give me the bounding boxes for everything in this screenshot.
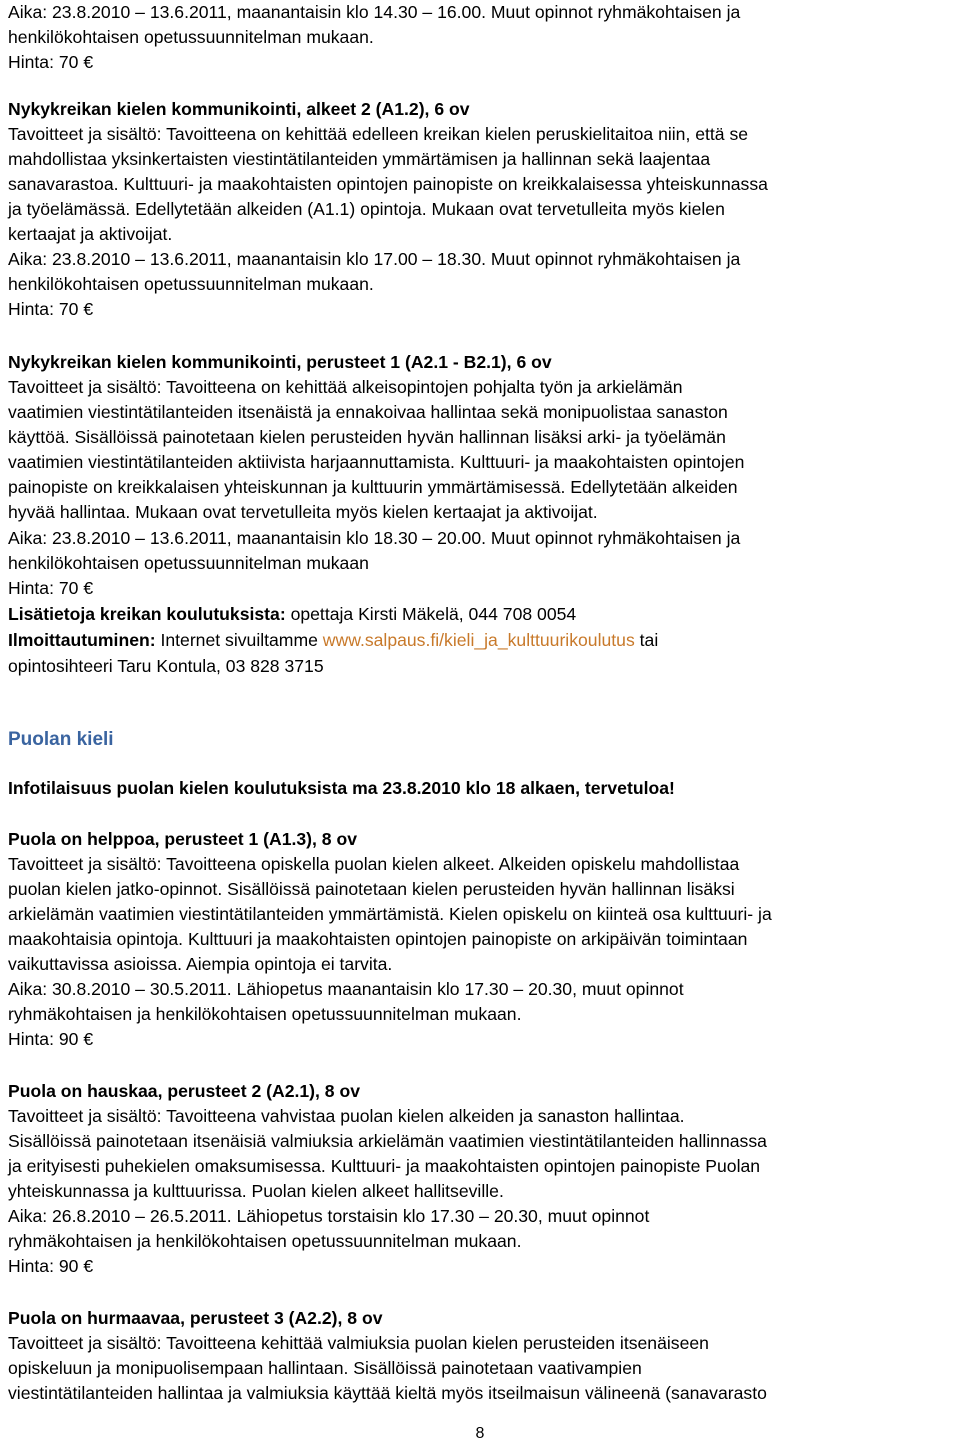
aika-line	[8, 526, 740, 551]
aika-line	[8, 0, 740, 25]
course-title: Nykykreikan kielen kommunikointi, perusteet 1 (A2.1 - B2.1), 6 ov	[8, 352, 552, 372]
aika-line	[8, 247, 740, 272]
aika-label: Aika:	[8, 249, 48, 269]
text-line: ryhmäkohtaisen ja henkilökohtaisen opetussuunnitelman mukaan.	[8, 1004, 522, 1024]
hinta-text: 90 €	[53, 1256, 94, 1276]
aika-text: 26.8.2010 – 26.5.2011. Lähiopetus torstaisin klo 17.30 – 20.30, muut opinnot	[47, 1206, 650, 1226]
hinta-text: 70 €	[53, 52, 94, 72]
text-line: ja työelämässä. Edellytetään alkeiden (A1.1) opintoja. Mukaan ovat tervetulleita myös kielen	[8, 199, 725, 219]
goal-label: Tavoitteet ja sisältö:	[8, 1333, 162, 1353]
aika-line	[8, 977, 684, 1002]
info-event-line: Infotilaisuus puolan kielen koulutuksista ma 23.8.2010 klo 18 alkaen, tervetuloa!	[8, 778, 675, 798]
hinta-label: Hinta:	[8, 1029, 54, 1049]
goal-line	[8, 852, 739, 877]
text-line: vaatimien viestintätilanteiden itsenäistä ja ennakoivaa hallintaa sekä monipuolistaa sanaston	[8, 402, 728, 422]
page-number: 8	[475, 1425, 485, 1442]
hinta-text: 90 €	[53, 1029, 94, 1049]
course-title: Nykykreikan kielen kommunikointi, alkeet 2 (A1.2), 6 ov	[8, 99, 470, 119]
course-title: Puola on hurmaavaa, perusteet 3 (A2.2), 8 ov	[8, 1308, 383, 1328]
text-line: kertaajat ja aktivoijat.	[8, 224, 173, 244]
goal-line	[8, 1104, 685, 1129]
hinta-line	[8, 1254, 93, 1279]
aika-line	[8, 1204, 649, 1229]
course-title: Puola on hauskaa, perusteet 2 (A2.1), 8 ov	[8, 1081, 360, 1101]
text-line: hyvää hallintaa. Mukaan ovat tervetulleita myös kielen kertaajat ja aktivoijat.	[8, 502, 598, 522]
text-line: henkilökohtaisen opetussuunnitelman mukaan	[8, 553, 369, 573]
goal-line	[8, 1331, 709, 1356]
aika-label: Aika:	[8, 528, 48, 548]
hinta-text: 70 €	[53, 578, 94, 598]
text-line: Sisällöissä painotetaan itsenäisiä valmiuksia arkielämän vaatimien viestintätilanteiden hallinnassa	[8, 1131, 767, 1151]
goal-text: Tavoitteena on kehittää edelleen kreikan kielen peruskielitaitoa niin, että se	[161, 124, 749, 144]
goal-text: Tavoitteena on kehittää alkeisopintojen pohjalta työn ja arkielämän	[161, 377, 683, 397]
goal-line	[8, 122, 748, 147]
hinta-line	[8, 576, 93, 601]
course-title: Puola on helppoa, perusteet 1 (A1.3), 8 ov	[8, 829, 358, 849]
text-line: maakohtaisia opintoja. Kulttuuri ja maakohtaisten opintojen painopiste on arkipäivän toimintaan	[8, 929, 748, 949]
section-title: Puolan kieli	[8, 729, 114, 750]
lisatietoja-text: opettaja Kirsti Mäkelä, 044 708 0054	[285, 604, 577, 624]
ilmoittautuminen-text: Internet sivuiltamme	[155, 630, 323, 650]
goal-line	[8, 375, 683, 400]
goal-text: Tavoitteena opiskella puolan kielen alkeet. Alkeiden opiskelu mahdollistaa	[161, 854, 740, 874]
text-line: puolan kielen jatko-opinnot. Sisällöissä painotetaan kielen perusteiden hyvän hallinnan lisäksi	[8, 879, 735, 899]
hinta-label: Hinta:	[8, 1256, 54, 1276]
text-line: opintosihteeri Taru Kontula, 03 828 3715	[8, 656, 324, 676]
hinta-label: Hinta:	[8, 52, 54, 72]
text-line: ja erityisesti puhekielen omaksumisessa. Kulttuuri- ja maakohtaisten opintojen painopiste Puolan	[8, 1156, 761, 1176]
goal-text: Tavoitteena vahvistaa puolan kielen alkeiden ja sanaston hallintaa.	[161, 1106, 685, 1126]
aika-text: 23.8.2010 – 13.6.2011, maanantaisin klo 18.30 – 20.00. Muut opinnot ryhmäkohtaisen ja	[47, 528, 741, 548]
lisatietoja-label: Lisätietoja kreikan koulutuksista:	[8, 604, 286, 624]
goal-label: Tavoitteet ja sisältö:	[8, 377, 162, 397]
text-line: vaatimien viestintätilanteiden aktiivista harjaannuttamista. Kulttuuri- ja maakohtaisten opintojen	[8, 452, 745, 472]
hinta-line	[8, 297, 93, 322]
goal-label: Tavoitteet ja sisältö:	[8, 1106, 162, 1126]
aika-text: 23.8.2010 – 13.6.2011, maanantaisin klo 17.00 – 18.30. Muut opinnot ryhmäkohtaisen ja	[47, 249, 741, 269]
ilmoittautuminen-after: tai	[634, 630, 659, 650]
aika-label: Aika:	[8, 2, 48, 22]
hinta-text: 70 €	[53, 299, 94, 319]
text-line: opiskeluun ja monipuolisempaan hallintaan. Sisällöissä painotetaan vaativampien	[8, 1358, 642, 1378]
aika-text: 30.8.2010 – 30.5.2011. Lähiopetus maanantaisin klo 17.30 – 20.30, muut opinnot	[47, 979, 684, 999]
hinta-label: Hinta:	[8, 299, 54, 319]
aika-text: 23.8.2010 – 13.6.2011, maanantaisin klo 14.30 – 16.00. Muut opinnot ryhmäkohtaisen ja	[47, 2, 741, 22]
lisatietoja-line	[8, 602, 576, 627]
text-line: vaikuttavissa asioissa. Aiempia opintoja ei tarvita.	[8, 954, 393, 974]
aika-label: Aika:	[8, 1206, 48, 1226]
goal-label: Tavoitteet ja sisältö:	[8, 854, 162, 874]
ilmoittautuminen-label: Ilmoittautuminen:	[8, 630, 156, 650]
text-line: sanavarastoa. Kulttuuri- ja maakohtaisten opintojen painopiste on kreikkalaisessa yhteiskunnassa	[8, 174, 768, 194]
registration-link[interactable]: www.salpaus.fi/kieli_ja_kulttuurikoulutus	[322, 630, 635, 650]
text-line: henkilökohtaisen opetussuunnitelman mukaan.	[8, 27, 374, 47]
goal-label: Tavoitteet ja sisältö:	[8, 124, 162, 144]
text-line: mahdollistaa yksinkertaisten viestintätilanteiden ymmärtämisen ja hallinnan sekä laajentaa	[8, 149, 711, 169]
hinta-line	[8, 50, 93, 75]
text-line: painopiste on kreikkalaisen yhteiskunnan ja kulttuurin ymmärtämisessä. Edellytetään alkeiden	[8, 477, 738, 497]
text-line: ryhmäkohtaisen ja henkilökohtaisen opetussuunnitelman mukaan.	[8, 1231, 522, 1251]
aika-label: Aika:	[8, 979, 48, 999]
text-line: käyttöä. Sisällöissä painotetaan kielen perusteiden hyvän hallinnan lisäksi arki- ja työelämän	[8, 427, 726, 447]
goal-text: Tavoitteena kehittää valmiuksia puolan kielen perusteiden itsenäiseen	[161, 1333, 709, 1353]
text-line: viestintätilanteiden hallintaa ja valmiuksia käyttää kieltä myös itseilmaisun välineenä (sanavarasto	[8, 1383, 767, 1403]
text-line: yhteiskunnassa ja kulttuurissa. Puolan kielen alkeet hallitseville.	[8, 1181, 504, 1201]
hinta-label: Hinta:	[8, 578, 54, 598]
text-line: henkilökohtaisen opetussuunnitelman mukaan.	[8, 274, 374, 294]
text-line: arkielämän vaatimien viestintätilanteiden ymmärtämistä. Kielen opiskelu on kiinteä osa kulttuuri- ja	[8, 904, 772, 924]
ilmoittautuminen-line	[8, 628, 658, 653]
hinta-line	[8, 1027, 93, 1052]
